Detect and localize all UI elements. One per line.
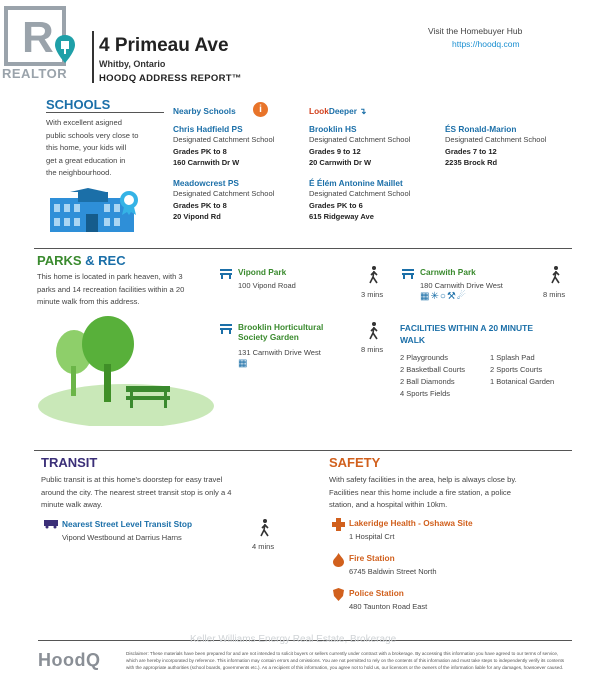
section-divider — [34, 248, 572, 249]
nearby-schools-label: Nearby Schools — [173, 106, 236, 116]
school-item[interactable]: Meadowcrest PS Designated Catchment School Grades PK to 8 20 Vipond Rd — [173, 178, 275, 221]
parks-title: PARKS & REC — [37, 253, 126, 268]
facilities-title: FACILITIES WITHIN A 20 MINUTE WALK — [400, 323, 534, 345]
schools-description: With excellent asigned public schools very close to this home, your kids will get a great education in the neighbourhood. — [46, 118, 139, 177]
walking-icon — [368, 266, 380, 284]
safety-title: SAFETY — [329, 455, 381, 470]
schools-underline — [46, 112, 164, 113]
info-icon[interactable]: i — [253, 102, 268, 117]
park-address: 180 Carnwith Drive West — [420, 281, 503, 290]
transit-description: Public transit is at this home's doorstep for easy travel around the city. The nearest street transit stop is only a 4 minute walk away. — [41, 475, 232, 509]
safety-item-address: 6745 Baldwin Street North — [349, 567, 437, 576]
walk-time: 3 mins — [361, 290, 384, 299]
park-address: 100 Vipond Road — [238, 281, 296, 290]
hub-label: Visit the Homebuyer Hub — [428, 26, 523, 36]
facilities-list: 1 Splash Pad 2 Sports Courts 1 Botanical Garden — [490, 353, 555, 386]
walking-icon — [368, 322, 380, 340]
fire-icon — [333, 553, 344, 567]
transit-stop-name: Vipond Westbound at Darrius Harns — [62, 533, 182, 542]
walking-icon — [550, 266, 562, 284]
transit-stop-label[interactable]: Nearest Street Level Transit Stop — [62, 519, 193, 529]
park-address: 131 Carnwith Drive West — [238, 348, 321, 357]
hospital-cross-icon — [332, 518, 345, 531]
page-title: 4 Primeau Ave — [99, 35, 229, 56]
walk-time: 8 mins — [361, 345, 384, 354]
safety-item-name[interactable]: Lakeridge Health - Oshawa Site — [349, 518, 473, 528]
safety-item-address: 1 Hospital Crt — [349, 532, 395, 541]
lookdeeper-label[interactable]: LookDeeper ↴ — [309, 106, 367, 116]
garden-icon: ▦ — [238, 358, 248, 369]
report-label: HOODQ ADDRESS REPORT™ — [99, 73, 242, 84]
park-item[interactable]: Brooklin Horticultural Society Garden — [238, 322, 324, 342]
facilities-list: 2 Playgrounds 2 Basketball Courts 2 Ball Diamonds 4 Sports Fields — [400, 353, 466, 398]
school-item[interactable]: É Élém Antonine Maillet Designated Catchment School Grades PK to 6 615 Ridgeway Ave — [309, 178, 411, 221]
police-badge-icon — [333, 588, 344, 601]
transit-title: TRANSIT — [41, 455, 98, 470]
award-badge-icon — [118, 190, 140, 216]
hoodq-pin-icon — [54, 34, 76, 64]
park-bench-icon — [219, 322, 233, 334]
section-divider — [34, 450, 572, 451]
bus-icon — [44, 519, 58, 529]
realtor-wordmark: REALTOR — [2, 66, 68, 81]
arrow-down-icon: ↴ — [359, 106, 367, 116]
park-bench-icon — [219, 267, 233, 279]
safety-description: With safety facilities in the area, help is always close by. Facilities near this home include a fire station, a police station, and a hospital within 10km. — [329, 475, 517, 509]
park-illustration — [38, 316, 214, 426]
hoodq-logo: HoodQ — [38, 650, 101, 670]
parks-description: This home is located in park heaven, with 3 parks and 14 recreation facilities within a 20 minute walk from this address. — [37, 272, 185, 306]
header-divider — [92, 31, 94, 83]
walking-icon — [259, 519, 271, 537]
brokerage-watermark: Keller Williams Energy Real Estate, Brokerage — [190, 634, 397, 645]
school-item[interactable]: ÉS Ronald-Marion Designated Catchment School Grades 7 to 12 2235 Brock Rd — [445, 124, 547, 167]
park-item[interactable]: Carnwith Park — [420, 267, 476, 277]
hub-link[interactable]: https://hoodq.com — [452, 39, 520, 49]
facility-icons: ▦✳○⚒☄ — [420, 291, 467, 302]
school-item[interactable]: Chris Hadfield PS Designated Catchment School Grades PK to 8 160 Carnwith Dr W — [173, 124, 275, 167]
safety-item-name[interactable]: Police Station — [349, 588, 404, 598]
park-bench-icon — [401, 267, 415, 279]
address-city: Whitby, Ontario — [99, 59, 166, 69]
walk-time: 8 mins — [543, 290, 566, 299]
schools-title: SCHOOLS — [46, 97, 111, 112]
school-item[interactable]: Brooklin HS Designated Catchment School Grades 9 to 12 20 Carnwith Dr W — [309, 124, 411, 167]
park-item[interactable]: Vipond Park — [238, 267, 287, 277]
walk-time: 4 mins — [252, 542, 275, 551]
safety-item-name[interactable]: Fire Station — [349, 553, 395, 563]
safety-item-address: 480 Taunton Road East — [349, 602, 428, 611]
svg-text:R: R — [22, 13, 54, 62]
disclaimer: Disclaimer: These materials have been prepared for and are not intended to solicit buyers or sellers currently under contract with a brokerage. By accessing this information you have agreed to our terms of service, which are hereby incorporated by reference. This information may contain errors and omissions. You are not permitted to rely on the contents of this information and must take steps to independently verify its contents with the appropriate authorities (school boards, governments etc.). As a recipient of this information, you agree not to hold us, our licensors or the owners of the information liable for any damages, howsoever caused. — [126, 651, 565, 670]
